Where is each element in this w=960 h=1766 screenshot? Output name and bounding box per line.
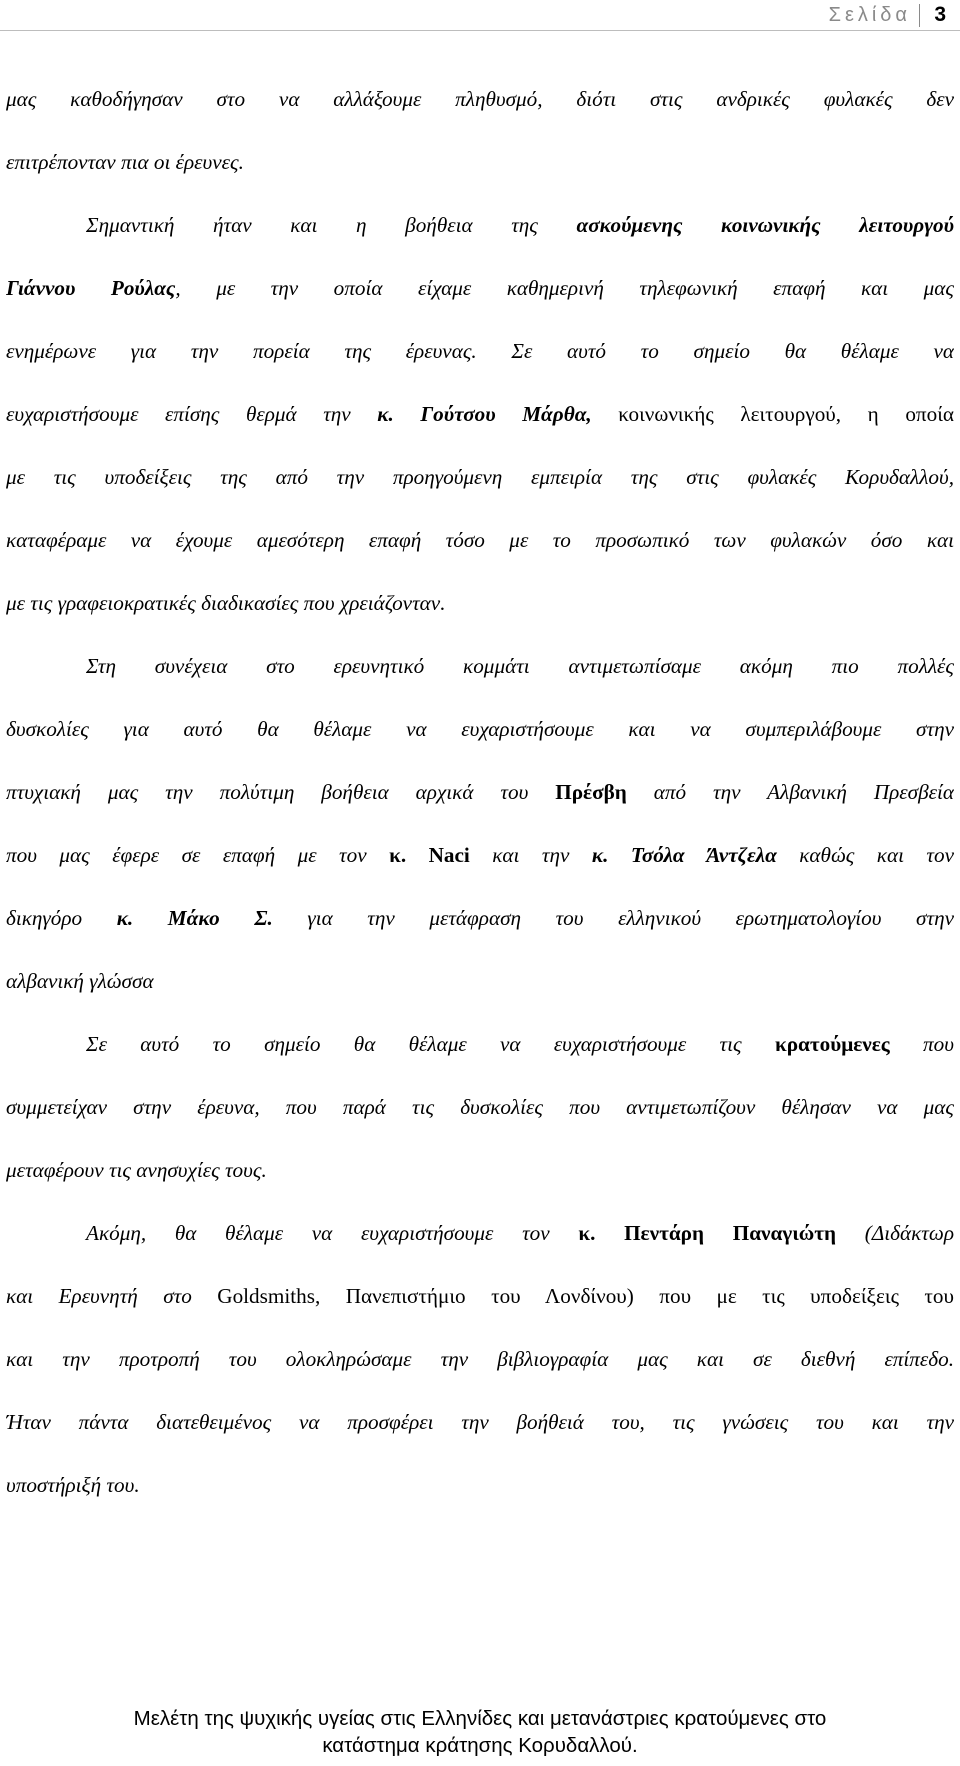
bold-text: ασκούμενης κοινωνικής λειτουργού <box>576 213 954 237</box>
text-run: που μας έφερε σε επαφή με τον <box>6 843 390 867</box>
text-line <box>6 887 954 950</box>
text-line: Ήταν πάντα διατεθειμένος να προσφέρει την βοήθειά του, τις γνώσεις του και την <box>6 1410 954 1434</box>
text-run: Σημαντική ήταν και η βοήθεια της <box>86 213 577 237</box>
text-line: ενημέρωνε για την πορεία της έρευνας. Σε αυτό το σημείο θα θέλαμε να <box>6 339 954 363</box>
text-line: με τις υποδείξεις της από την προηγούμενη εμπειρία της στις φυλακές Κορυδαλλού, <box>6 465 954 489</box>
text-line: μεταφέρουν τις ανησυχίες τους. <box>6 1158 267 1182</box>
text-line: και την προτροπή του ολοκληρώσαμε την βιβλιογραφία μας και σε διεθνή επίπεδο. <box>6 1347 954 1371</box>
text-run: για την μετάφραση του ελληνικού ερωτηματολογίου στην <box>272 906 954 930</box>
page-footer <box>0 1705 960 1759</box>
text-run: Σε αυτό το σημείο θα θέλαμε να ευχαριστήσουμε τις <box>86 1032 775 1056</box>
text-run: δικηγόρο <box>6 906 117 930</box>
text-run: , Πανεπιστήμιο του Λονδίνου) που με τις υποδείξεις του <box>314 1284 954 1308</box>
text-run: ευχαριστήσουμε επίσης θερμά την <box>6 402 378 426</box>
text-run: , με την οποία είχαμε καθημερινή τηλεφωνική επαφή και μας <box>175 276 954 300</box>
text-line: αλβανική γλώσσα <box>6 969 154 993</box>
footer-line: Μελέτη της ψυχικής υγείας στις Ελληνίδες και μετανάστριες κρατούμενες στο <box>133 1707 827 1730</box>
bold-text: κ. Τσόλα Άντζελα <box>591 843 777 867</box>
footer-line: κατάστημα κράτησης Κορυδαλλού. <box>322 1734 638 1757</box>
text-run: και Ερευνητή στο <box>6 1284 218 1308</box>
text-line <box>6 761 954 824</box>
text-run: καθώς και τον <box>776 843 954 867</box>
text-line <box>6 194 954 257</box>
text-line: συμμετείχαν στην έρευνα, που παρά τις δυσκολίες που αντιμετωπίζουν θέλησαν να μας <box>6 1095 954 1119</box>
text-line: δυσκολίες για αυτό θα θέλαμε να ευχαριστήσουμε και να συμπεριλάβουμε στην <box>6 717 954 741</box>
bold-text: Γιάννου Ρούλας <box>6 276 176 300</box>
text-line <box>6 1265 954 1328</box>
page-label: Σελίδα <box>829 4 920 27</box>
text-run: και την <box>469 843 592 867</box>
text-run: Ακόμη, θα θέλαμε να ευχαριστήσουμε τον <box>86 1221 579 1245</box>
document-body <box>6 68 954 1517</box>
text-line <box>6 1013 954 1076</box>
text-run: από την Αλβανική Πρεσβεία <box>626 780 954 804</box>
text-line <box>6 257 954 320</box>
page-number: 3 <box>934 3 946 26</box>
text-line: επιτρέπονταν πια οι έρευνες. <box>6 150 244 174</box>
page-header <box>0 0 960 30</box>
bold-text: κ. Πεντάρη Παναγιώτη <box>578 1221 837 1245</box>
text-line: με τις γραφειοκρατικές διαδικασίες που χρειάζονταν. <box>6 591 446 615</box>
bold-text: κ. Naci <box>389 843 470 867</box>
text-run: που <box>889 1032 954 1056</box>
bold-text: κ. Γούτσου Μάρθα, <box>377 402 592 426</box>
bold-text: κ. Μάκο Σ. <box>116 906 273 930</box>
text-line: Στη συνέχεια στο ερευνητικό κομμάτι αντιμετωπίσαμε ακόμη πιο πολλές <box>86 654 954 678</box>
text-line <box>6 824 954 887</box>
text-line <box>6 383 954 446</box>
text-run: κοινωνικής λειτουργού, η οποία <box>591 402 954 426</box>
text-line: υποστήριξή του. <box>6 1473 140 1497</box>
text-run: (Διδάκτωρ <box>836 1221 954 1245</box>
bold-text: Πρέσβη <box>555 780 627 804</box>
text-line: καταφέραμε να έχουμε αμεσότερη επαφή τόσο με το προσωπικό των φυλακών όσο και <box>6 528 954 552</box>
text-line <box>6 1202 954 1265</box>
text-run: πτυχιακή μας την πολύτιμη βοήθεια αρχικά του <box>6 780 556 804</box>
text-line: μας καθοδήγησαν στο να αλλάξουμε πληθυσμό, διότι στις ανδρικές φυλακές δεν <box>6 87 954 111</box>
header-rule <box>0 30 960 31</box>
bold-text: κρατούμενες <box>774 1032 890 1056</box>
text-run: Goldsmiths <box>217 1284 315 1308</box>
